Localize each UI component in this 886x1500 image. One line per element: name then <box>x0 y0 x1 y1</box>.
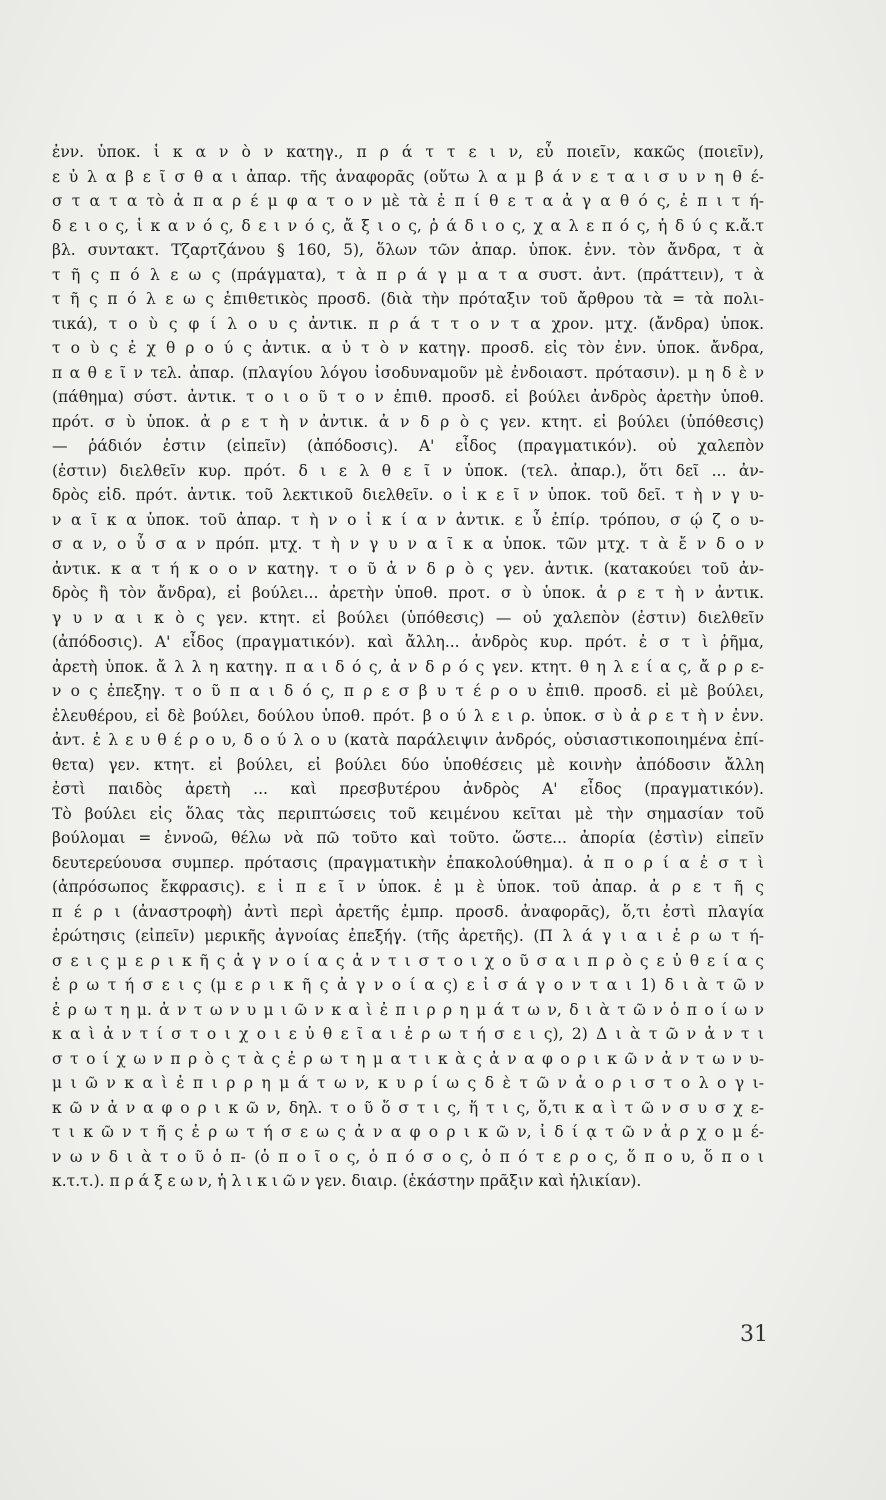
text-line: τ ι κ ῶ ν τ ῆ ς ἐ ρ ω τ ή σ ε ω ς ἀ ν α φ ο ρ ι κ ῶ ν, ἰ δ ί ᾳ τ ῶ ν ἀ ρ χ ο μ έ- <box>52 1123 764 1141</box>
page-number: 31 <box>740 1322 768 1347</box>
text-line: ἀντ. ἐ λ ε υ θ έ ρ ο υ, δ ο ύ λ ο υ (κατὰ παράλειψιν ἀνδρός, οὐσιαστικοποιημένα ἐπί- <box>52 731 764 749</box>
text-line: ε ὐ λ α β ε ῖ σ θ α ι ἀπαρ. τῆς ἀναφορᾶς (οὕτω λ α μ β ά ν ε τ α ι σ υ ν η θ έ- <box>52 167 764 186</box>
text-line: — ῥάδιόν ἐστιν (εἰπεῖν) (ἀπόδοσις). Α' εἶδος (πραγματικόν). οὐ χαλεπὸν <box>52 437 764 455</box>
text-line: δ ε ι ο ς, ἱ κ α ν ό ς, δ ε ι ν ό ς, ἄ ξ ι ο ς, ῥ ά δ ι ο ς, χ α λ ε π ό ς, ἡ δ ύ ς κ.ἄ.τ <box>52 216 764 235</box>
text-line: (ἐστιν) διελθεῖν κυρ. πρότ. δ ι ε λ θ ε ῖ ν ὑποκ. (τελ. ἀπαρ.), ὅτι δεῖ ... ἀν- <box>52 461 764 480</box>
text-line: δρὸς ἢ τὸν ἄνδρα), εἰ βούλει... ἀρετὴν ὑποθ. προτ. σ ὺ ὑποκ. ἀ ρ ε τ ὴ ν ἀντικ. <box>52 584 764 602</box>
text-line: (ἀπρόσωπος ἔκφρασις). ε ἰ π ε ῖ ν ὑποκ. ἐ μ ὲ ὑποκ. τοῦ ἀπαρ. ἀ ρ ε τ ῆ ς <box>52 878 764 896</box>
text-line: Τὸ βούλει εἰς ὅλας τὰς περιπτώσεις τοῦ κειμένου κεῖται μὲ τὴν σημασίαν τοῦ <box>52 804 764 823</box>
text-line: σ α ν, ο ὖ σ α ν πρόπ. μτχ. τ ὴ ν γ υ ν α ῖ κ α ὑποκ. τῶν μτχ. τ ὰ ἔ ν δ ο ν <box>52 535 764 553</box>
text-line: βούλομαι = ἐννοῶ, θέλω νὰ πῶ τοῦτο καὶ τοῦτο. ὥστε... ἀπορία (ἐστὶν) εἰπεῖν <box>52 829 764 847</box>
text-line: ἐ ρ ω τ ή σ ε ι ς (μ ε ρ ι κ ῆ ς ἀ γ ν ο ί α ς) ε ἰ σ ά γ ο ν τ α ι 1) δ ι ὰ τ ῶ ν <box>52 976 764 994</box>
text-line: κ α ὶ ἀ ν τ ί σ τ ο ι χ ο ι ε ὐ θ ε ῖ α ι ἐ ρ ω τ ή σ ε ι ς), 2) Δ ι ὰ τ ῶ ν ἀ ν τ ι <box>52 1025 764 1043</box>
text-line: κ.τ.τ.). π ρ ά ξ ε ω ν, ἡ λ ι κ ι ῶ ν γεν. διαιρ. (ἑκάστην πρᾶξιν καὶ ἡλικίαν). <box>52 1172 642 1190</box>
text-line: ἀρετὴ ὑποκ. ἄ λ λ η κατηγ. π α ι δ ό ς, ἀ ν δ ρ ό ς γεν. κτητ. θ η λ ε ί α ς, ἄ ρ ρ ε- <box>52 657 764 676</box>
text-line: π α θ ε ῖ ν τελ. ἀπαρ. (πλαγίου λόγου ἰσοδυναμοῦν μὲ ἐνδοιαστ. πρότασιν). μ η δ ὲ ν <box>52 363 764 382</box>
text-line: γ υ ν α ι κ ὸ ς γεν. κτητ. εἰ βούλει (ὑπόθεσις) — οὐ χαλεπὸν (ἐστιν) διελθεῖν <box>52 608 764 627</box>
text-line: τικά), τ ο ὺ ς φ ί λ ο υ ς ἀντικ. π ρ ά τ τ ο ν τ α χρον. μτχ. (ἄνδρα) ὑποκ. <box>52 314 764 333</box>
text-line: π έ ρ ι (ἀναστροφὴ) ἀντὶ περὶ ἀρετῆς ἐμπρ. προσδ. ἀναφορᾶς), ὅ,τι ἐστὶ πλαγία <box>52 902 764 921</box>
text-line: κ ῶ ν ἀ ν α φ ο ρ ι κ ῶ ν, δηλ. τ ο ῦ ὅ σ τ ι ς, ἥ τ ι ς, ὅ,τι κ α ὶ τ ῶ ν σ υ σ χ ε- <box>52 1098 764 1117</box>
text-line: σ τ ο ί χ ω ν π ρ ὸ ς τ ὰ ς ἐ ρ ω τ η μ α τ ι κ ὰ ς ἀ ν α φ ο ρ ι κ ῶ ν ἀ ν τ ω ν υ- <box>52 1049 764 1068</box>
text-line: (πάθημα) σύστ. ἀντικ. τ ο ι ο ῦ τ ο ν ἐπιθ. προσδ. εἰ βούλει ἀνδρὸς ἀρετὴν ὑποθ. <box>52 388 764 406</box>
text-line: τ ῆ ς π ό λ ε ω ς ἐπιθετικὸς προσδ. (διὰ τὴν πρόταξιν τοῦ ἄρθρου τὰ = τὰ πολι- <box>52 290 764 308</box>
text-line: ἀντικ. κ α τ ή κ ο ο ν κατηγ. τ ο ῦ ἀ ν δ ρ ὸ ς γεν. ἀντικ. (κατακούει τοῦ ἀν- <box>52 559 764 578</box>
text-line: δρὸς εἰδ. πρότ. ἀντικ. τοῦ λεκτικοῦ διελθεῖν. ο ἰ κ ε ῖ ν ὑποκ. τοῦ δεῖ. τ ὴ ν γ υ- <box>52 486 764 504</box>
text-line: μ ι ῶ ν κ α ὶ ἐ π ι ρ ρ η μ ά τ ω ν, κ υ ρ ί ω ς δ ὲ τ ῶ ν ἀ ο ρ ι σ τ ο λ ο γ ι- <box>52 1074 764 1092</box>
text-line: ἐνν. ὑποκ. ἱ κ α ν ὸ ν κατηγ., π ρ ά τ τ ε ι ν, εὖ ποιεῖν, κακῶς (ποιεῖν), <box>52 143 764 161</box>
text-line: τ ῆ ς π ό λ ε ω ς (πράγματα), τ ὰ π ρ ά γ μ α τ α συστ. ἀντ. (πράττειν), τ ὰ <box>52 265 764 284</box>
text-line: ν ω ν δ ι ὰ τ ο ῦ ὁ π- (ὁ π ο ῖ ο ς, ὁ π ό σ ο ς, ὁ π ό τ ε ρ ο ς, ὅ π ο υ, ὅ π ο ι <box>52 1147 764 1166</box>
text-line: ἐ ρ ω τ η μ. ἀ ν τ ω ν υ μ ι ῶ ν κ α ὶ ἐ π ι ρ ρ η μ ά τ ω ν, δ ι ὰ τ ῶ ν ὁ π ο ί ω ν <box>52 1000 764 1019</box>
text-line: ἐρώτησις (εἰπεῖν) μερικῆς ἀγνοίας ἐπεξήγ. (τῆς ἀρετῆς). (Π λ ά γ ι α ι ἐ ρ ω τ ή- <box>52 927 764 945</box>
text-line: σ τ α τ α τὸ ἀ π α ρ έ μ φ α τ ο ν μὲ τὰ ἐ π ί θ ε τ α ἀ γ α θ ό ς, ἐ π ι τ ή- <box>52 192 764 210</box>
body-text <box>52 140 764 1194</box>
text-line: ν ο ς ἐπεξηγ. τ ο ῦ π α ι δ ό ς, π ρ ε σ β υ τ έ ρ ο υ ἐπιθ. προσδ. εἰ μὲ βούλει, <box>52 682 764 700</box>
text-line: πρότ. σ ὺ ὑποκ. ἀ ρ ε τ ὴ ν ἀντικ. ἀ ν δ ρ ὸ ς γεν. κτητ. εἰ βούλει (ὑπόθεσις) <box>52 412 764 431</box>
text-line: ἐλευθέρου, εἰ δὲ βούλει, δούλου ὑποθ. πρότ. β ο ύ λ ε ι ρ. ὑποκ. σ ὺ ἀ ρ ε τ ὴ ν ἐνν. <box>52 706 764 725</box>
text-line: βλ. συντακτ. Τζαρτζάνου § 160, 5), ὅλων τῶν ἀπαρ. ὑποκ. ἐνν. τὸν ἄνδρα, τ ὰ <box>52 241 764 259</box>
text-line: (ἀπόδοσις). Α' εἶδος (πραγματικόν). καὶ ἄλλη... ἀνδρὸς κυρ. πρότ. ἐ σ τ ὶ ῥῆμα, <box>52 633 764 651</box>
text-line: δευτερεύουσα συμπερ. πρότασις (πραγματικὴν ἐπακολούθημα). ἀ π ο ρ ί α ἐ σ τ ὶ <box>52 853 764 872</box>
text-line: ἐστὶ παιδὸς ἀρετὴ ... καὶ πρεσβυτέρου ἀνδρὸς Α' εἶδος (πραγματικόν). <box>52 780 764 798</box>
text-line: τ ο ὺ ς ἐ χ θ ρ ο ύ ς ἀντικ. α ὐ τ ὸ ν κατηγ. προσδ. εἰς τὸν ἐνν. ὑποκ. ἄνδρα, <box>52 339 764 357</box>
text-line: σ ε ι ς μ ε ρ ι κ ῆ ς ἀ γ ν ο ί α ς ἀ ν τ ι σ τ ο ι χ ο ῦ σ α ι π ρ ὸ ς ε ὐ θ ε ί α ς <box>52 951 764 970</box>
text-line: ν α ῖ κ α ὑποκ. τοῦ ἀπαρ. τ ὴ ν ο ἰ κ ί α ν ἀντικ. ε ὖ ἐπίρ. τρόπου, σ ῴ ζ ο υ- <box>52 510 764 529</box>
text-line: θετα) γεν. κτητ. εἰ βούλει, εἰ βούλει δύο ὑποθέσεις μὲ κοινὴν ἀπόδοσιν ἄλλη <box>52 755 764 774</box>
